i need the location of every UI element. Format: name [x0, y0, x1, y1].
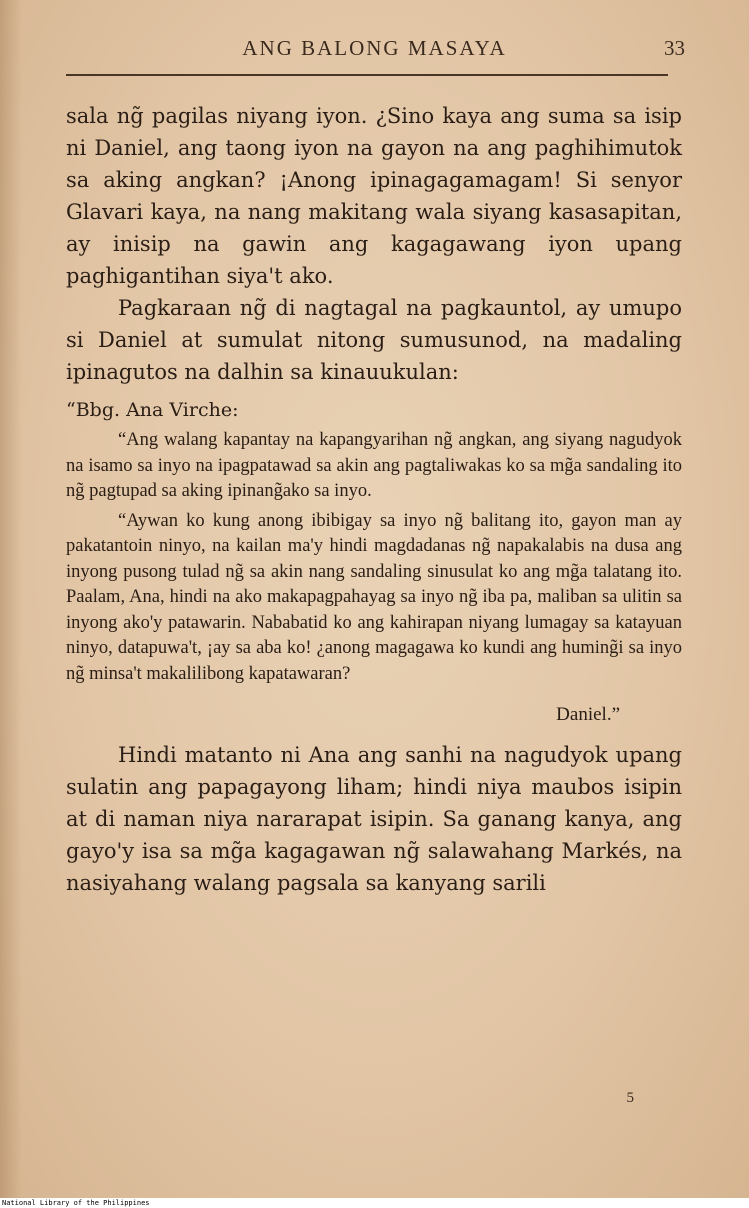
letter-salutation: “Bbg. Ana Virche:	[66, 399, 239, 421]
paragraph-continued: sala ng̃ pagilas niyang iyon. ¿Sino kaya ang suma sa isip ni Daniel, ang taong iyon na gayon na ang paghihimutok sa aking angkan? ¡Anong ipinagagamagam! Si senyor Glavari kaya, na nang makitang wala siyang kasasapitan, ay inisip na gawin ang kagagawang iyon upang paghigantihan siya't ako.	[66, 104, 682, 288]
paragraph: Hindi matanto ni Ana ang sanhi na nagudyok upang sulatin ang papagayong liham; hindi niya maubos isipin at di naman niya nararapat isipin. Sa ganang kanya, ang gayo'y isa sa mg̃a kagagawan ng̃ salawahang Markés, na nasiyahang walang pagsala sa kanyang sarili	[66, 743, 682, 895]
running-title: ANG BALONG MASAYA	[242, 36, 507, 60]
page-number: 33	[664, 36, 685, 60]
letter-paragraph: “Ang walang kapantay na kapangyarihan ng̃ angkan, ang siyang nagudyok na isamo sa inyo na ipagpatawad sa akin ang pagtaliwakas ko sa mg̃a sandaling ito ng̃ pagtupad sa aking ipinang̃ako sa inyo.	[66, 430, 682, 501]
running-head	[66, 36, 683, 66]
scan-footer	[0, 1198, 749, 1208]
letter-paragraph: “Aywan ko kung anong ibibigay sa inyo ng̃ balitang ito, gayon man ay pakatantoin ninyo, na kailan ma'y hindi magdadanas ng̃ napakalabis na dusa ang inyong pusong tulad ng̃ sa akin nang sandaling sinusulat ko ang mg̃a talatang ito. Paalam, Ana, hindi na ako makapagpahayag sa inyo ng̃ iba pa, maliban sa ulitin sa inyong ako'y patawarin. Nababatid ko ang kahirapan niyang lumagay sa katayuan ninyo, datapuwa't, ¡ay sa aba ko! ¿anong magagawa ko kundi ang huming̃i sa inyo ng̃ minsa't makalilibong kapatawaran?	[66, 510, 682, 684]
page-gutter-shadow	[0, 0, 22, 1198]
paragraph: Pagkaraan ng̃ di nagtagal na pagkauntol, ay umupo si Daniel at sumulat nitong sumusunod, na madaling ipinagutos na dalhin sa kinauukulan:	[66, 296, 682, 384]
printer-signature-mark: 5	[626, 1090, 634, 1106]
letter	[66, 396, 682, 729]
header-rule	[66, 74, 668, 76]
body-text	[66, 100, 682, 899]
footer-credit: National Library of the Philippines	[2, 1199, 150, 1207]
letter-signature: Daniel.”	[556, 704, 620, 725]
